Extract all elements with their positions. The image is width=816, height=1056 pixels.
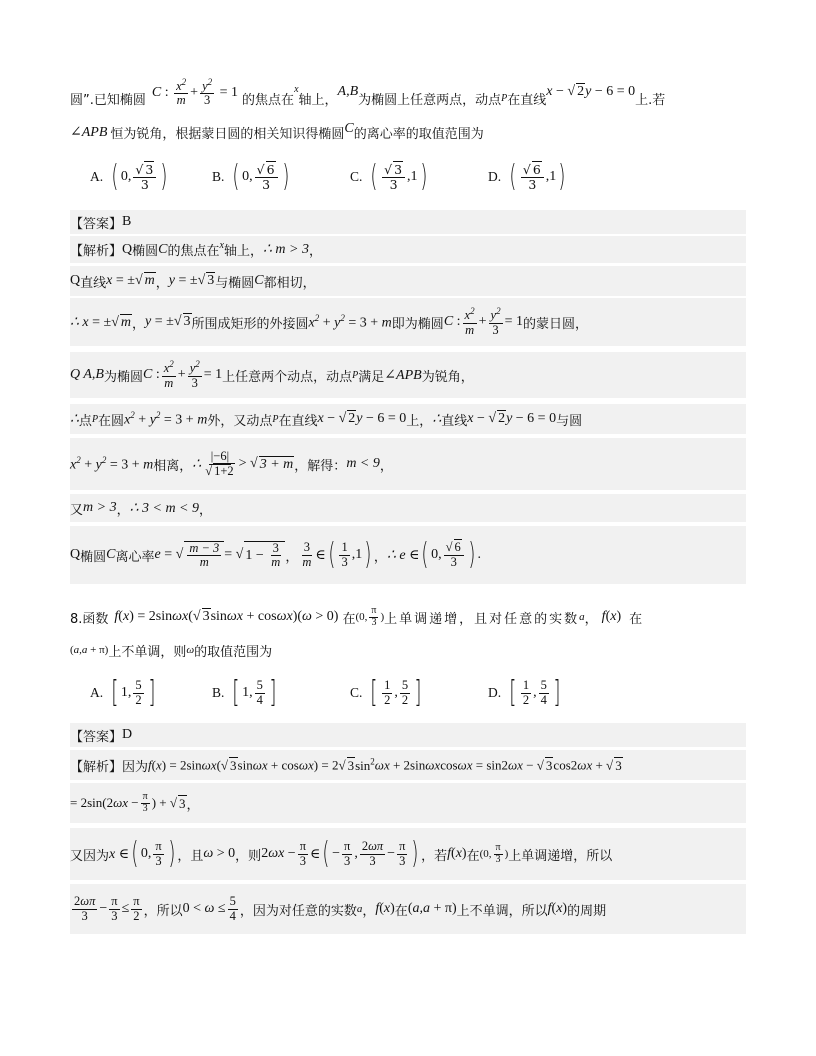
q7-line-1: 圆”.已知椭圆 C : $\frac{x^2}{m}$ + $\frac{y^2}{3}$ = 1 的焦点在 x 轴上， A,B 为椭圆上任意两点，动点 P 在直线 x − √ 2y − 6 = 0 上.若 [70,77,666,108]
q8-line-1: 8.函数 f(x) = 2sinωx(√ 3sinωx + cosωx)(ω > 0) 在 (0, $\frac{\pi}{3}$ ) 上单调递增，且对任意的实数 a ， f(x) 在 [70,605,643,628]
q8-line-2: (a,a + π) 上不单调，则 ω 的取值范围为 [70,644,273,660]
q7-option-b[interactable]: B. ( 0, $\frac{√ 6}{3}$ ) [212,159,289,194]
ellipse-equation: C : $\frac{x^2}{m}$ + $\frac{y^2}{3}$ = 1 [151,77,239,108]
q7-analysis-4: Q A,B 为椭圆 C : $\frac{x^2}{m}$ + $\frac{y^2}{3}$ = 1 上任意两个动点，动点 P 满足 ∠APB 为锐角， [70,352,746,398]
q7-option-c[interactable]: C. ( $\frac{√ 3}{3}$ ,1 ) [350,159,427,194]
q7-option-a[interactable]: A. ( 0, $\frac{√ 3}{3}$ ) [90,159,168,194]
q7-analysis-2: Q 直线 x = ±√ m ， y = ±√ 3 与椭圆 C 都相切， [70,266,746,296]
q7-answer: 【答案】 B [70,210,746,234]
q7-options [70,152,746,202]
q7-line-2: ∠APB 恒为锐角，根据蒙日圆的相关知识得椭圆 C 的离心率的取值范围为 [70,121,484,142]
q8-analysis-3: 又因为 x ∈ ( 0, $\frac{\pi}{3}$ ) ，且 ω > 0 ，则 2ωx − $\frac{\pi}{3}$ ∈ ( − $\frac{\pi}{3}$ , $\frac{2\omega\pi}{3}$ − $\frac{\pi}{3}$ ) ，若 f(x) 在 (0, $\frac{\pi}{3}$ ) 上单调递增，所以 [70,828,746,880]
q8-analysis-4: $\frac{2\omega\pi}{3}$ − $\frac{\pi}{3}$ ≤ $\frac{\pi}{2}$ ，所以 0 < ω ≤ $\frac{5}{4}$ ，因为对任意的实数 a ， f(x) 在 (a,a + π) 上不单调，所以 f(x) 的周期 [70,884,746,934]
q8-option-a[interactable]: A. [ 1, $\frac{5}{2}$ ] [90,675,155,710]
q8-analysis-1: 【解析】 因为 f(x) = 2sinωx(√ 3sinωx + cosωx) = 2√ $3\sin^2\omega x + 2\sin\omega xcos\omega x = \sin 2\omega x$ − √ 3cos2ωx + √ 3 [70,750,746,780]
q8-answer: 【答案】 D [70,723,746,747]
q7-analysis-6: $x^2 + y^2 = 3 + m$ 相离， ∴ $\frac{|-6|}{√ 1+2}$ > √ 3 + m ，解得： m < 9 ， [70,438,746,490]
q7-analysis-7: 又 m > 3 ， ∴ 3 < m < 9 ， [70,494,746,522]
q7-analysis-1: 【解析】 Q 椭圆 C 的焦点在 x 轴上， ∴ m > 3 ， [70,236,746,263]
q8-option-b[interactable]: B. [ 1, $\frac{5}{4}$ ] [212,675,277,710]
q7-analysis-8: Q 椭圆 C 离心率 e = √ $\frac{m - 3}{m}$ = √ 1 − $\frac{3}{m}$ ， $\frac{3}{m}$ ∈ ( $\frac{1}{3}$ ,1 ) ， ∴ e ∈ ( 0, $\frac{√ 6}{3}$ ) . [70,526,746,584]
q7-analysis-5: ∴ 点 P 在圆 $x^2 + y^2 = 3 + m$ 外，又动点 P 在直线 x − √ 2y − 6 = 0 上， ∴ 直线 x − √ 2y − 6 = 0 与圆 [70,404,746,434]
q8-options [70,668,746,718]
q8-option-d[interactable]: D. [ $\frac{1}{2}$ , $\frac{5}{4}$ ] [488,675,561,710]
q8-analysis-2: = 2sin(2ωx − $\frac{\pi}{3}$ ) + √ 3 ， [70,783,746,823]
q7-option-d[interactable]: D. ( $\frac{√ 6}{3}$ ,1 ) [488,159,566,194]
q7-analysis-3: ∴ x = ±√ m ， y = ±√ 3 所围成矩形的外接圆 $x^2 + y^2 = 3 + m$ 即为椭圆 C : $\frac{x^2}{m}$ + $\frac{y^2}{3}$ = 1 的蒙日圆， [70,298,746,346]
q8-option-c[interactable]: C. [ $\frac{1}{2}$ , $\frac{5}{2}$ ] [350,675,422,710]
